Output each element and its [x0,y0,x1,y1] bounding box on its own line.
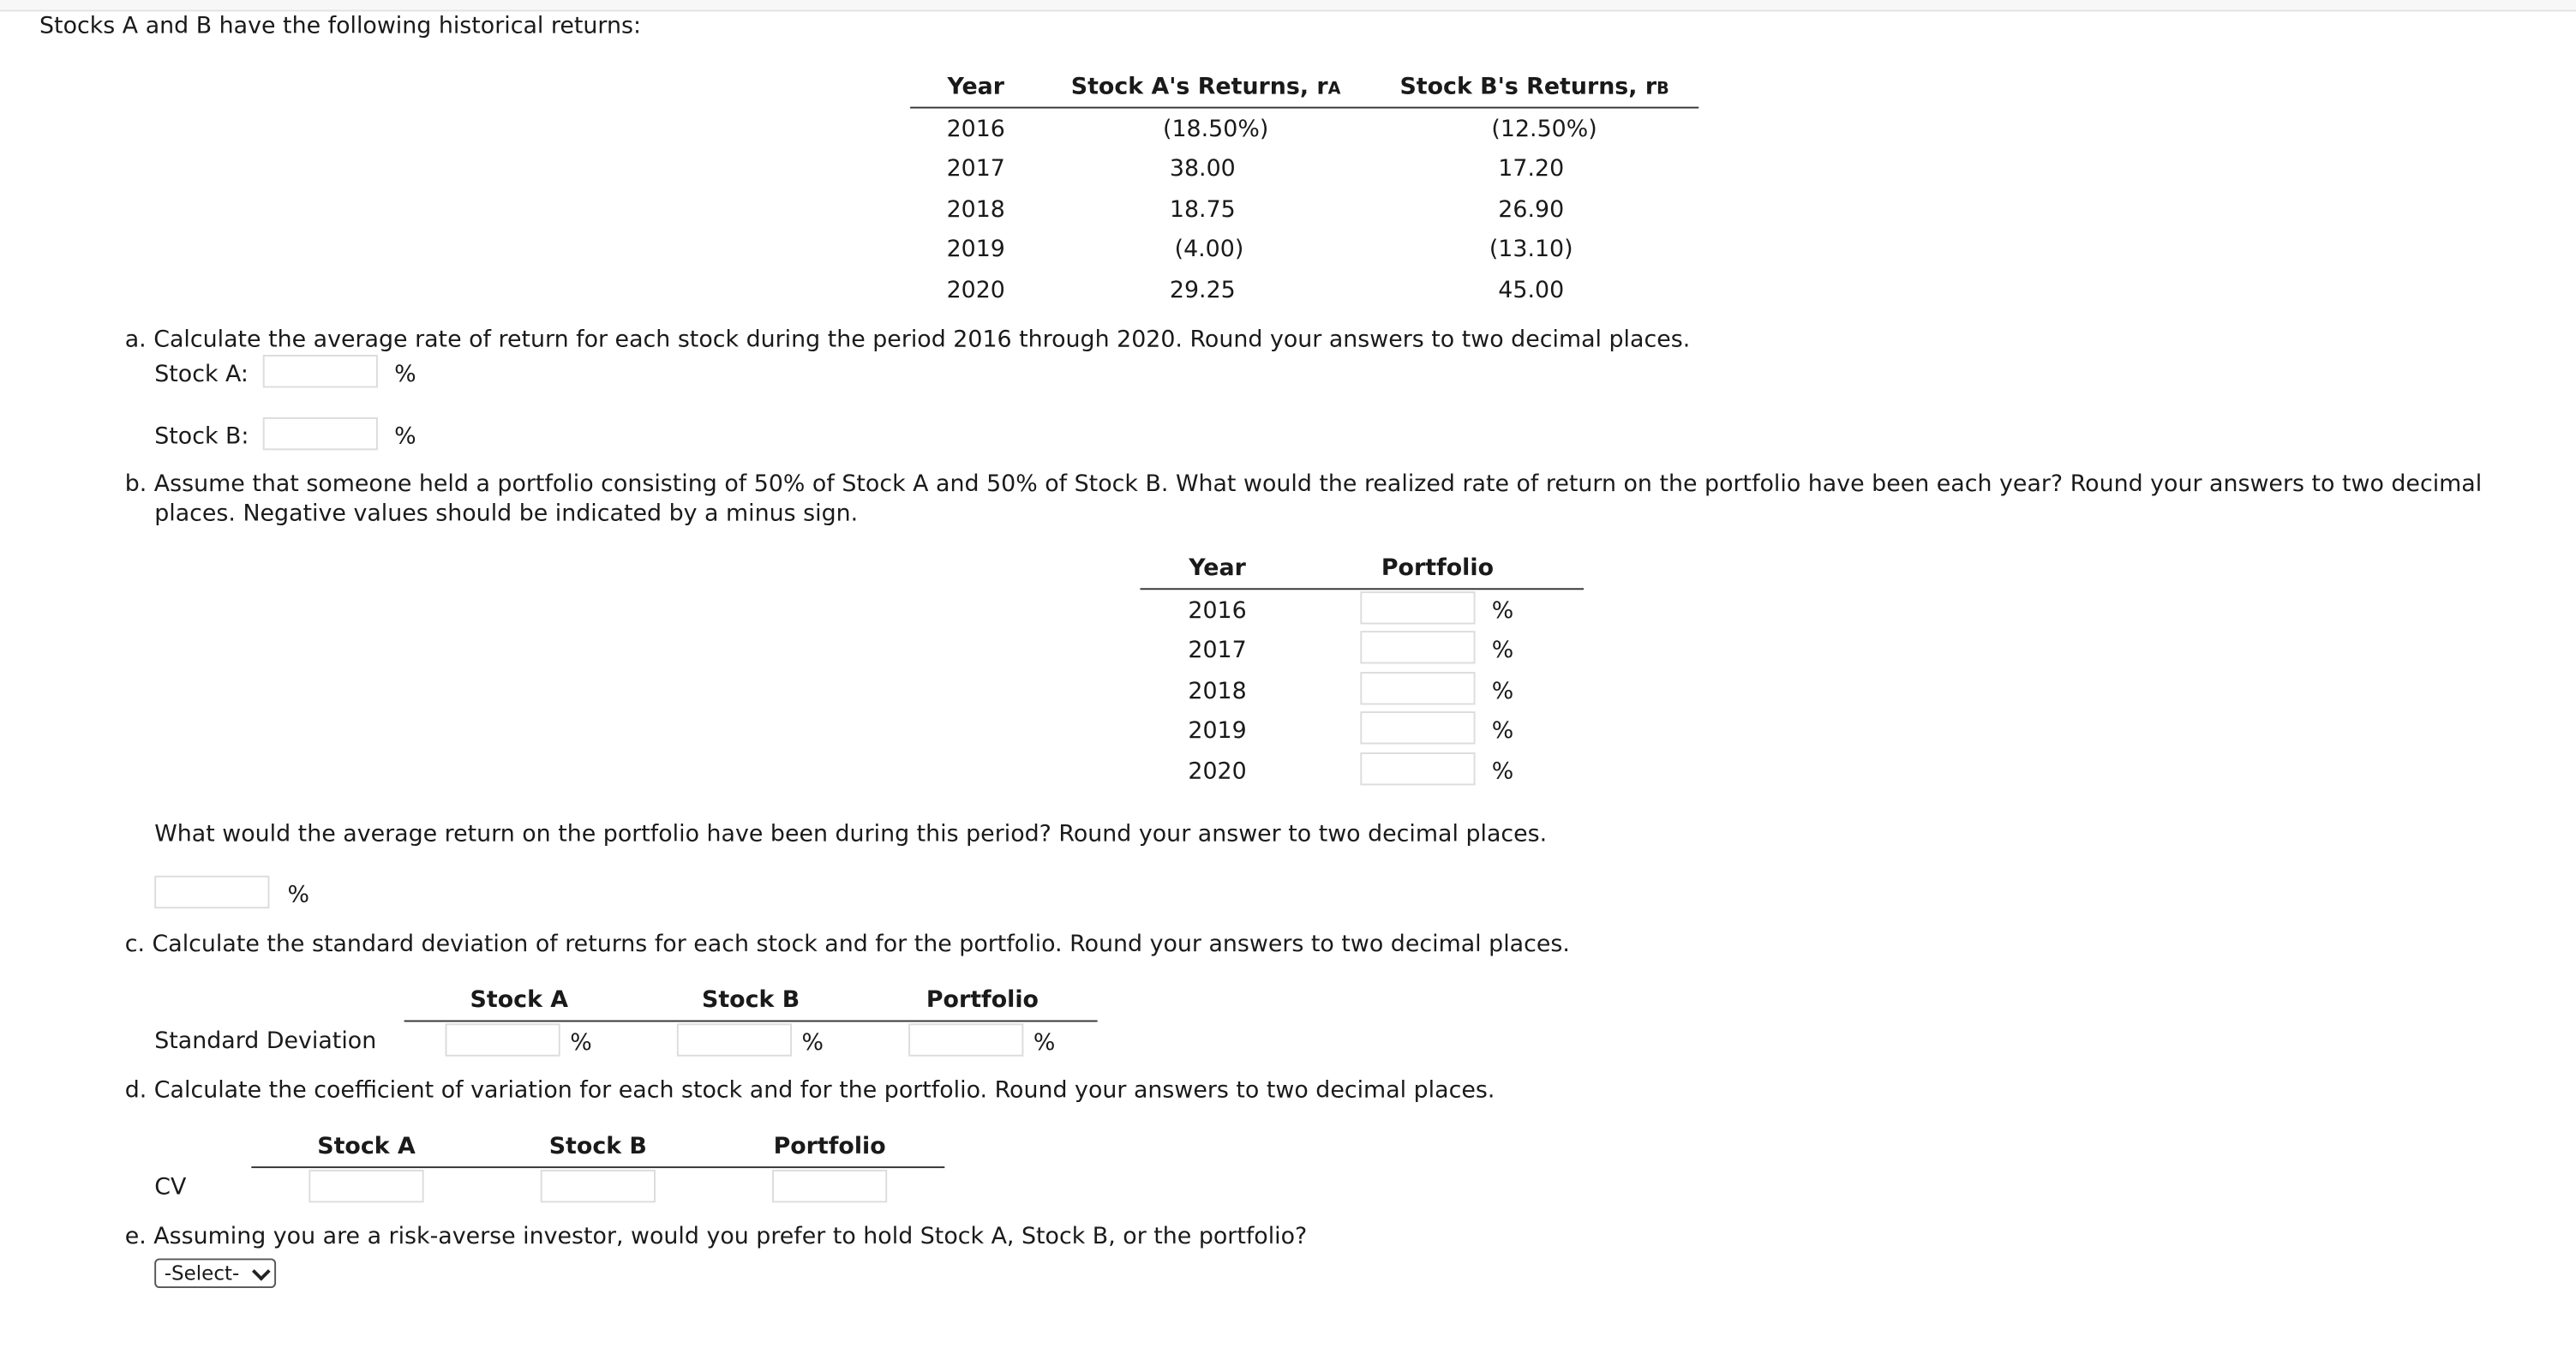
returns-header-stock-a: Stock A's Returns, rA [1070,74,1341,100]
cv-stock-b-input[interactable] [541,1170,656,1202]
returns-year: 2016 [946,117,1005,143]
cv-row-label: CV [154,1174,187,1201]
std-header-stock-a: Stock A [470,987,569,1014]
percent-unit: % [1033,1030,1056,1057]
percent-unit: % [394,423,416,451]
percent-unit: % [1491,597,1514,625]
stock-a-average-input[interactable] [263,355,378,387]
returns-header-year: Year [947,74,1005,100]
returns-a-value: (18.50%) [1163,117,1269,143]
returns-year: 2018 [946,197,1005,224]
returns-b-value: (13.10) [1489,237,1573,263]
std-row-label: Standard Deviation [154,1028,377,1055]
portfolio-year: 2019 [1188,717,1247,745]
top-divider [0,0,2576,11]
returns-a-value: 18.75 [1169,197,1236,224]
portfolio-return-input-2019[interactable] [1360,711,1475,744]
portfolio-average-input[interactable] [154,876,269,908]
std-stock-b-input[interactable] [677,1023,792,1056]
percent-unit: % [570,1030,592,1057]
returns-year: 2017 [946,156,1005,183]
portfolio-year: 2018 [1188,678,1247,705]
stock-b-label: Stock B: [154,423,249,451]
part-c-question: c. Calculate the standard deviation of returns for each stock and for the portfolio. Round your answers to two decimal places. [124,931,1570,958]
intro-text: Stocks A and B have the following historical returns: [39,13,641,40]
portfolio-return-input-2016[interactable] [1360,591,1475,624]
percent-unit: % [1491,758,1514,786]
preference-select[interactable] [154,1258,276,1288]
portfolio-average-question: What would the average return on the portfolio have been during this period? Round your answer to two decimal places. [154,821,1548,848]
part-b-question-line2: places. Negative values should be indicated by a minus sign. [154,500,859,528]
returns-b-value: 45.00 [1498,277,1565,304]
cv-header-stock-a: Stock A [317,1133,416,1160]
cv-header-stock-b: Stock B [548,1133,647,1160]
percent-unit: % [1491,678,1514,705]
chevron-down-icon [252,1262,271,1281]
returns-header-stock-b: Stock B's Returns, rB [1399,74,1669,100]
portfolio-return-input-2020[interactable] [1360,752,1475,785]
portfolio-return-input-2018[interactable] [1360,672,1475,704]
returns-year: 2020 [946,277,1005,304]
cv-portfolio-input[interactable] [772,1170,887,1202]
percent-unit: % [801,1030,824,1057]
returns-a-value: 38.00 [1169,156,1236,183]
portfolio-year: 2020 [1188,758,1247,786]
returns-b-value: 26.90 [1498,197,1565,224]
returns-a-value: (4.00) [1174,237,1244,263]
std-header-stock-b: Stock B [702,987,800,1014]
returns-a-value: 29.25 [1169,277,1236,304]
part-d-question: d. Calculate the coefficient of variation for each stock and for the portfolio. Round your answers to two decimal places. [124,1077,1495,1105]
percent-unit: % [394,361,416,388]
std-portfolio-input[interactable] [908,1023,1023,1056]
returns-header-rule [910,107,1698,109]
part-a-question: a. Calculate the average rate of return for each stock during the period 2016 through 2020. Round your answers to two decimal places. [124,327,1691,354]
cv-stock-a-input[interactable] [309,1170,423,1202]
portfolio-year: 2017 [1188,637,1247,664]
std-stock-a-input[interactable] [446,1023,560,1056]
part-e-question: e. Assuming you are a risk-averse investor, would you prefer to hold Stock A, Stock B, or the portfolio? [124,1224,1308,1250]
stock-b-average-input[interactable] [263,417,378,450]
cv-header-rule [251,1166,944,1168]
percent-unit: % [1491,637,1514,664]
std-header-rule [404,1021,1098,1022]
portfolio-header-year: Year [1189,554,1246,582]
cv-header-portfolio: Portfolio [773,1133,886,1160]
portfolio-year: 2016 [1188,597,1247,625]
portfolio-return-input-2017[interactable] [1360,631,1475,663]
stock-a-label: Stock A: [154,361,249,388]
portfolio-header-rule [1140,588,1584,590]
part-b-question-line1: b. Assume that someone held a portfolio consisting of 50% of Stock A and 50% of Stock B. What would the realized rate of return on the portfolio have been each year? Round your answers to two decimal [124,471,2483,498]
percent-unit: % [287,882,310,909]
returns-b-value: 17.20 [1498,156,1565,183]
returns-b-value: (12.50%) [1491,117,1597,143]
percent-unit: % [1491,717,1514,745]
portfolio-header-portfolio: Portfolio [1381,554,1495,582]
returns-year: 2019 [946,237,1005,263]
preference-select-value: -Select- [164,1261,240,1285]
std-header-portfolio: Portfolio [926,987,1039,1014]
